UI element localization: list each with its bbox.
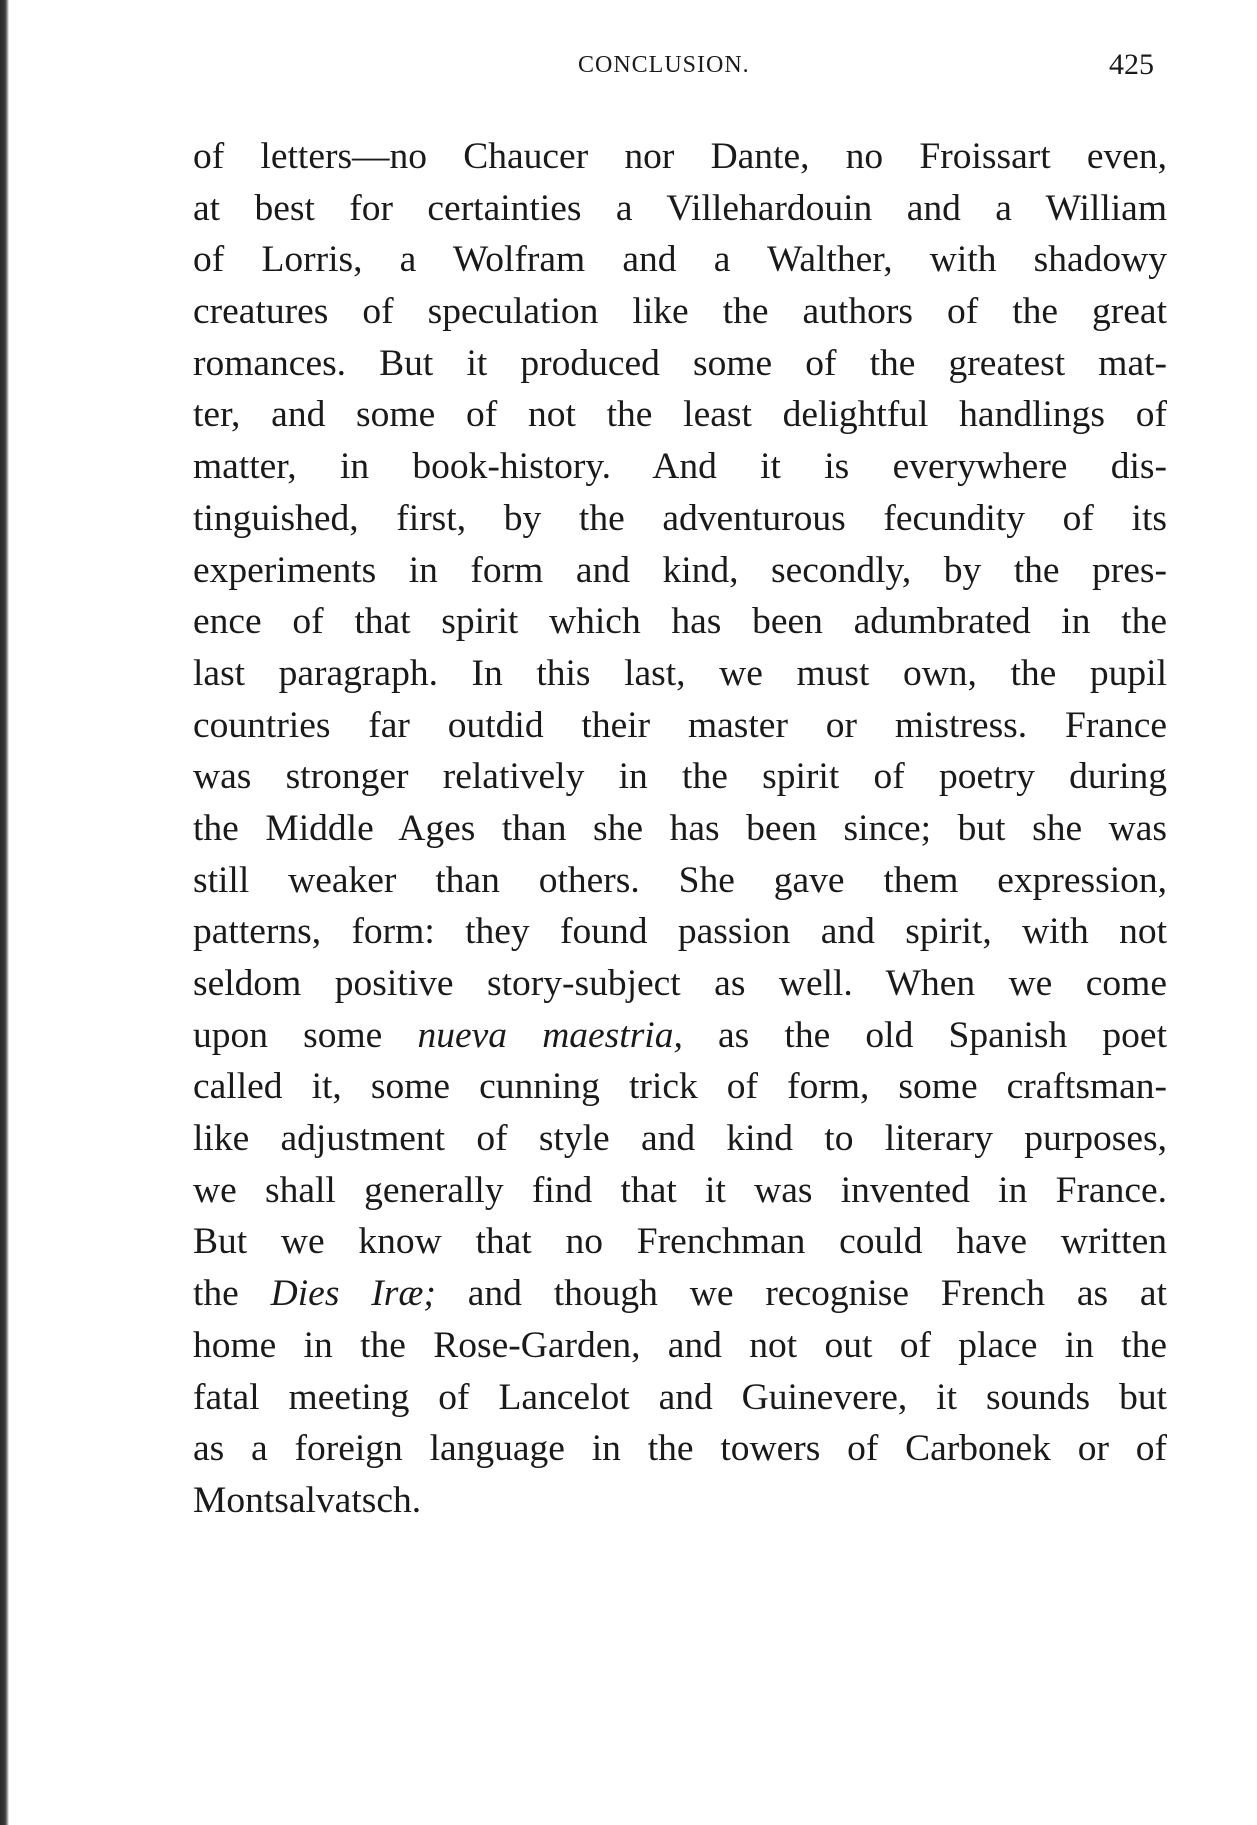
running-head — [0, 48, 1257, 98]
text-segment: upon some — [193, 1014, 418, 1056]
italic-phrase-dies-irae: Dies Iræ; — [270, 1273, 436, 1315]
text-line: creatures of speculation like the authors of the great — [193, 291, 1167, 333]
text-segment: as the old Spanish poet — [682, 1014, 1167, 1056]
text-line: called it, some cunning trick of form, some craftsman- — [193, 1066, 1167, 1108]
page-number: 425 — [1109, 48, 1154, 81]
text-line: still weaker than others. She gave them expression, — [193, 859, 1167, 901]
text-line: experiments in form and kind, secondly, by the pres- — [193, 549, 1167, 591]
text-line: home in the Rose-Garden, and not out of place in the — [193, 1324, 1167, 1366]
text-line — [193, 1010, 1167, 1062]
text-line: But we know that no Frenchman could have written — [193, 1221, 1167, 1263]
text-line: like adjustment of style and kind to literary purposes, — [193, 1118, 1167, 1160]
text-line: tinguished, first, by the adventurous fecundity of its — [193, 497, 1167, 539]
text-line: romances. But it produced some of the greatest mat- — [193, 342, 1167, 384]
text-line: countries far outdid their master or mistress. France — [193, 704, 1167, 746]
text-line: of letters—no Chaucer nor Dante, no Froissart even, — [193, 136, 1167, 177]
text-line: fatal meeting of Lancelot and Guinevere, it sounds but — [193, 1376, 1167, 1418]
page-binding-edge — [0, 0, 9, 1825]
text-segment: and though we recognise French as at — [435, 1273, 1167, 1315]
text-line: of Lorris, a Wolfram and a Walther, with shadowy — [193, 239, 1167, 281]
text-line: matter, in book-history. And it is everywhere dis- — [193, 446, 1167, 488]
text-line: was stronger relatively in the spirit of poetry during — [193, 756, 1167, 798]
text-line: as a foreign language in the towers of Carbonek or of — [193, 1428, 1167, 1470]
body-text — [193, 131, 1167, 1527]
text-line: ence of that spirit which has been adumbrated in the — [193, 601, 1167, 643]
text-line: the Middle Ages than she has been since; but she was — [193, 807, 1167, 849]
text-line: at best for certainties a Villehardouin and a William — [193, 187, 1167, 229]
text-line: seldom positive story-subject as well. When we come — [193, 963, 1167, 1004]
text-line: last paragraph. In this last, we must own, the pupil — [193, 652, 1167, 694]
text-line — [193, 1268, 1167, 1320]
text-segment: the — [193, 1273, 271, 1315]
italic-phrase-nueva-maestria: nueva maestria, — [417, 1014, 683, 1056]
text-line: we shall generally find that it was invented in France. — [193, 1169, 1167, 1211]
text-line: Montsalvatsch. — [193, 1479, 422, 1521]
text-line: patterns, form: they found passion and spirit, with not — [193, 911, 1167, 953]
text-line: ter, and some of not the least delightful handlings of — [193, 394, 1167, 436]
running-title: CONCLUSION. — [578, 52, 750, 78]
